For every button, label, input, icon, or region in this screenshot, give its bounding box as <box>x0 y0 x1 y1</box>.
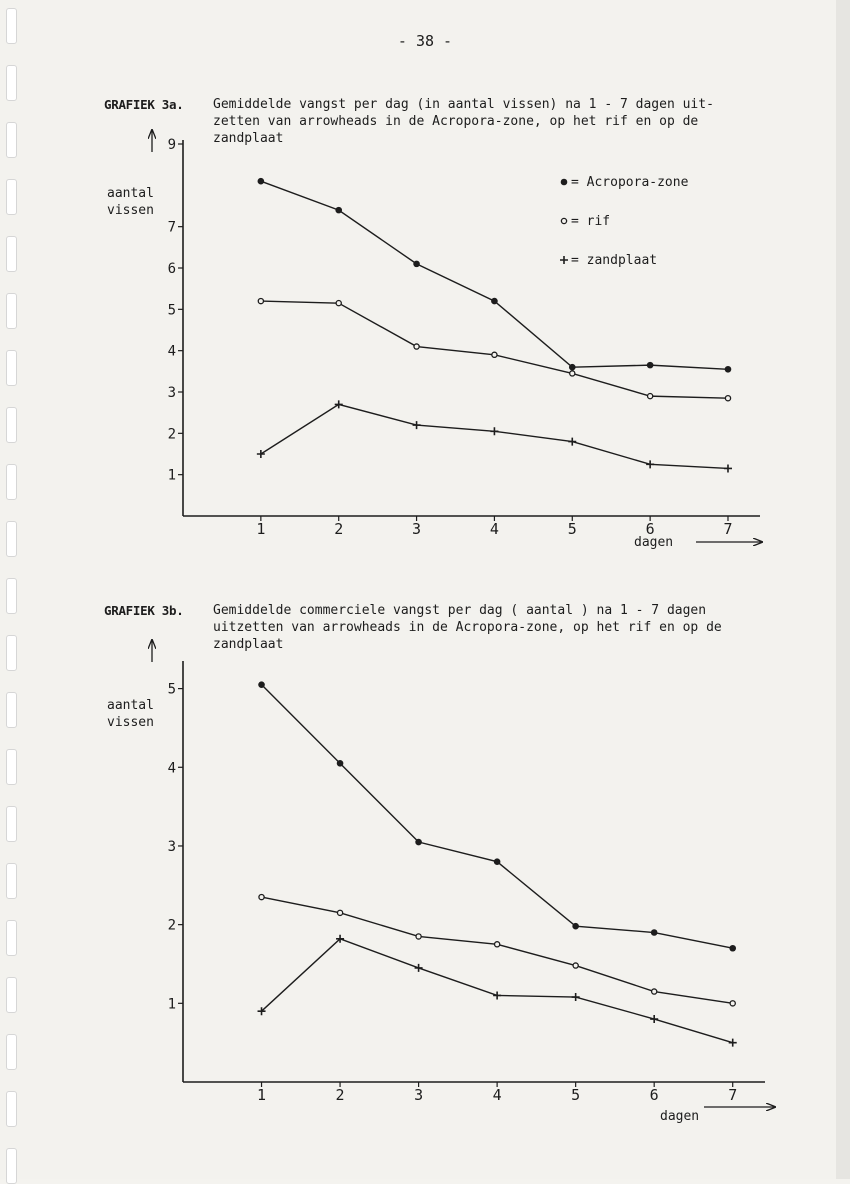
y-axis-label: vissen <box>107 715 154 730</box>
y-tick-label: 4 <box>167 343 176 360</box>
x-tick-label: 2 <box>334 520 344 538</box>
data-point-circle <box>416 934 421 939</box>
data-point-plus <box>335 400 343 408</box>
data-point-circle <box>337 910 342 915</box>
data-point-plus <box>568 438 576 446</box>
series-line-circle <box>261 301 728 398</box>
x-tick-label: 7 <box>723 520 733 538</box>
data-point-plus <box>257 450 265 458</box>
data-point-dot <box>572 923 579 930</box>
y-tick-label: 2 <box>167 426 176 443</box>
y-tick-label: 6 <box>167 261 176 277</box>
series-line-dot <box>261 181 728 369</box>
data-point-circle <box>730 1001 735 1006</box>
data-point-plus <box>650 1015 658 1023</box>
data-point-dot <box>335 207 342 214</box>
chart-3b <box>107 640 775 1124</box>
data-point-plus <box>572 993 580 1001</box>
x-tick-label: 3 <box>414 1086 424 1104</box>
x-axis-label: dagen <box>660 1109 700 1124</box>
series-line-circle <box>262 897 733 1003</box>
data-point-circle <box>336 301 341 306</box>
data-point-dot <box>258 681 265 688</box>
series-line-plus <box>261 404 728 468</box>
data-point-circle <box>725 396 730 401</box>
y-axis-label: aantal <box>107 186 154 201</box>
series-line-dot <box>262 685 733 949</box>
chart-3a <box>107 130 762 550</box>
x-tick-label: 6 <box>649 1086 659 1104</box>
data-point-dot <box>651 929 658 936</box>
data-point-circle <box>492 352 497 357</box>
legend-marker-dot <box>561 179 568 186</box>
data-point-plus <box>724 464 732 472</box>
x-axis-label: dagen <box>634 535 674 550</box>
data-point-dot <box>337 760 344 767</box>
data-point-plus <box>415 964 423 972</box>
chart-3b-label: GRAFIEK 3b. <box>104 603 184 618</box>
data-point-circle <box>652 989 657 994</box>
legend-entry: = Acropora-zone <box>571 175 689 190</box>
y-tick-label: 1 <box>167 996 176 1013</box>
data-point-plus <box>729 1039 737 1047</box>
data-point-plus <box>646 460 654 468</box>
data-point-circle <box>648 394 653 399</box>
legend-marker-circle <box>561 218 566 223</box>
y-tick-label: 7 <box>167 219 176 236</box>
y-tick-label: 2 <box>167 917 176 934</box>
x-tick-label: 5 <box>571 1086 581 1104</box>
data-point-circle <box>259 895 264 900</box>
data-point-circle <box>495 942 500 947</box>
data-point-dot <box>491 298 498 305</box>
legend-entry: = zandplaat <box>571 253 658 268</box>
legend-entry: = rif <box>571 214 611 229</box>
data-point-dot <box>413 261 420 268</box>
x-tick-label: 1 <box>257 1086 267 1104</box>
y-tick-label: 1 <box>167 467 176 484</box>
y-tick-label: 9 <box>167 137 176 153</box>
data-point-dot <box>569 364 576 371</box>
data-point-circle <box>570 371 575 376</box>
data-point-dot <box>258 178 265 185</box>
data-point-dot <box>729 945 736 952</box>
x-tick-label: 4 <box>489 520 499 538</box>
x-tick-label: 1 <box>256 520 266 538</box>
data-point-plus <box>493 991 501 999</box>
y-tick-label: 4 <box>167 760 176 777</box>
data-point-circle <box>573 963 578 968</box>
data-point-plus <box>413 421 421 429</box>
data-point-dot <box>725 366 732 373</box>
data-point-circle <box>414 344 419 349</box>
x-tick-label: 7 <box>728 1086 738 1104</box>
data-point-circle <box>258 298 263 303</box>
data-point-dot <box>647 362 654 369</box>
chart-3a-label: GRAFIEK 3a. <box>104 97 184 112</box>
y-tick-label: 3 <box>167 385 176 401</box>
y-axis-label: vissen <box>107 203 154 218</box>
y-tick-label: 5 <box>167 302 176 319</box>
chart-3a-caption: Gemiddelde vangst per dag (in aantal vissen) na 1 - 7 dagen uit- zetten van arrowheads in de Acropora-zone, op het rif en op de zandplaat <box>213 97 714 146</box>
x-tick-label: 4 <box>492 1086 502 1104</box>
x-tick-label: 2 <box>335 1086 345 1104</box>
x-tick-label: 6 <box>645 520 655 538</box>
x-tick-label: 5 <box>567 520 577 538</box>
y-tick-label: 3 <box>167 838 176 855</box>
data-point-dot <box>415 839 422 846</box>
y-axis-label: aantal <box>107 698 154 713</box>
legend-marker-plus <box>560 256 568 264</box>
data-point-plus <box>490 427 498 435</box>
page-number: - 38 - <box>397 32 453 50</box>
x-tick-label: 3 <box>412 520 422 538</box>
y-tick-label: 5 <box>167 681 176 698</box>
data-point-dot <box>494 858 501 865</box>
series-line-plus <box>262 939 733 1043</box>
chart-3b-caption: Gemiddelde commerciele vangst per dag ( aantal ) na 1 - 7 dagen uitzetten van arrowheads in de Acropora-zone, op het rif en op de zandplaat <box>213 603 722 652</box>
